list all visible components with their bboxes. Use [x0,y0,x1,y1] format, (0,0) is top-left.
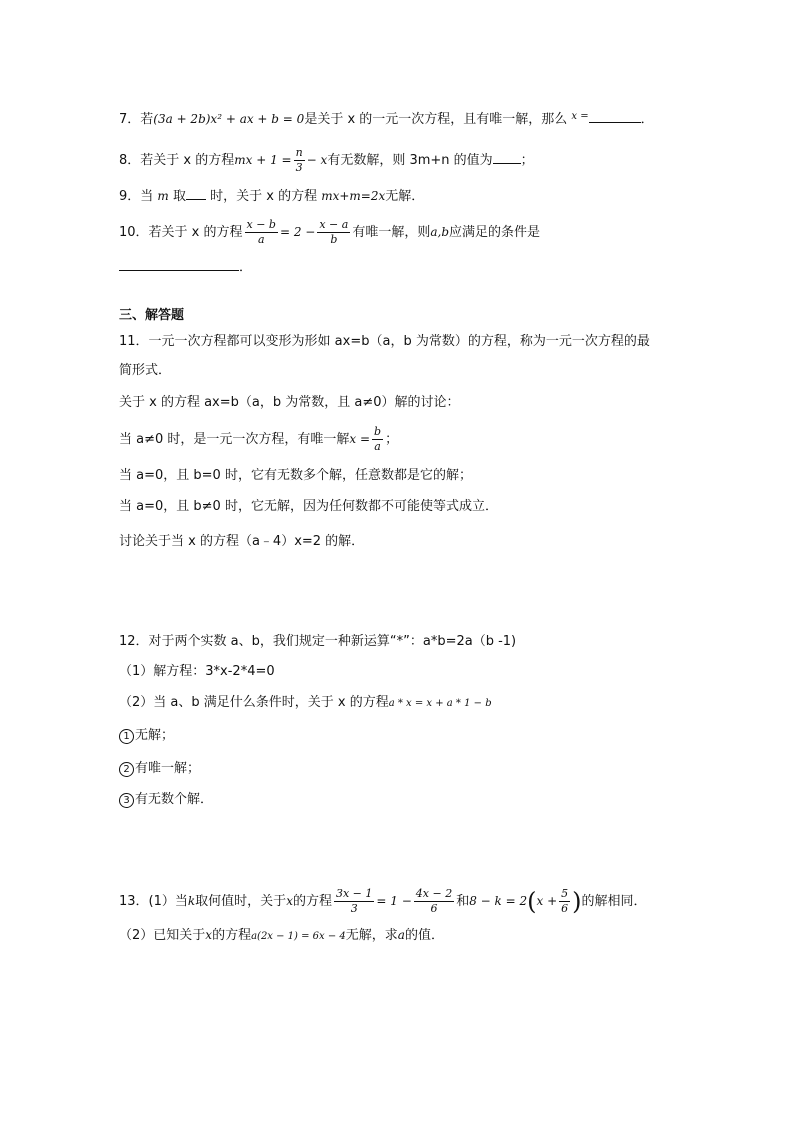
q11-line-4 [119,425,398,454]
q10-fraction-1 [245,218,278,247]
q8-frac-den: 3 [295,161,303,174]
q12-item-3-text: 有无数个解． [135,792,214,807]
q10-text2: 应满足的条件是 [449,225,541,240]
question-10 [119,218,540,247]
q10-frac2-den: b [330,233,338,246]
q13-frac1-den: 3 [350,902,358,915]
q12-equation: a * x = x + a * 1 − b [388,698,492,709]
question-7 [119,107,654,130]
q13-line2-end: 的值． [404,928,444,943]
q9-equation: mx+m=2x [321,189,386,203]
q13-k: k [187,894,196,908]
q9-end: 无解． [385,189,425,204]
q13-mid1: = 1 − [376,894,412,908]
q11-line4-text: 当 a≠0 时，是一元一次方程，有唯一解 [119,432,350,447]
q13-line2-x: x [205,928,213,942]
section-title: 三、解答题 [119,308,185,323]
q11-line-2: 简形式． [119,363,172,378]
q9-mid1: 取 [172,189,186,204]
q8-end: ； [520,153,534,168]
q13-line2-a-var: a [397,928,405,942]
question-10-answer-line [119,258,252,278]
q11-solution-fraction [372,425,383,454]
question-8 [119,146,534,175]
q13-eq2: 8 − k = 2 [469,894,528,908]
q8-rhs: − x [306,153,328,167]
q7-variable: x = [571,111,589,122]
q11-line-6: 当 a=0，且 b≠0 时，它无解，因为任何数都不可能使等式成立． [119,499,498,514]
q13-inner: x + [536,894,558,908]
circled-number-1: 1 [119,729,134,744]
q13-line2-equation: a(2x − 1) = 6x − 4 [251,931,346,942]
q13-frac2-den: 6 [430,902,438,915]
q12-item-2-text: 有唯一解； [135,761,201,776]
q7-prefix: 7．若 [119,112,154,127]
q12-item-1-text: 无解； [135,728,175,743]
q10-frac1-den: a [257,233,265,246]
q13-frac1-num: 3x − 1 [335,887,373,900]
q10-frac1-num: x − b [246,218,276,231]
q10-text1: 有唯一解，则 [352,225,431,240]
q12-item-3 [119,790,213,810]
q7-text: 是关于 x 的一元一次方程，且有唯一解，那么 [304,112,568,127]
q11-line-5: 当 a=0，且 b=0 时，它有无数多个解，任意数都是它的解； [119,468,472,483]
q13-line2-a: （2）已知关于 [119,928,206,943]
q11-line-7: 讨论关于当 x 的方程（a﹣4）x=2 的解． [119,534,365,549]
q13-fraction-2 [414,887,454,916]
q8-frac-num: n [295,146,303,159]
q13-frac3-num: 5 [561,887,569,900]
q12-line3-text: （2）当 a、b 满足什么条件时，关于 x 的方程 [119,695,389,710]
q8-lhs: mx + 1 = [234,153,292,167]
q13-x: x [286,894,293,908]
q13-frac3-den: 6 [561,902,569,915]
q10-fraction-2 [317,218,350,247]
q12-item-2 [119,759,200,779]
q9-answer-blank[interactable] [186,187,206,200]
q12-line-3 [119,693,492,714]
q11-line-3: 关于 x 的方程 ax=b（a，b 为常数，且 a≠0）解的讨论： [119,395,460,410]
q13-line2-c: 无解，求 [345,928,398,943]
q13-p2: 取何值时，关于 [195,894,287,909]
q11-line4-end: ； [385,432,399,447]
q7-end: ． [640,112,654,127]
q10-answer-blank[interactable] [119,258,239,271]
q10-frac2-num: x − a [319,218,349,231]
q11-line-1: 11．一元一次方程都可以变形为形如 ax=b（a，b 为常数）的方程，称为一元一次方程的最 [119,334,650,349]
q10-prefix: 10．若关于 x 的方程 [119,225,243,240]
question-9 [119,186,424,207]
q13-line-1 [119,887,647,916]
q8-text: 有无数解，则 3m+n 的值为 [327,153,493,168]
q12-line-1: 12．对于两个实数 a、b，我们规定一种新运算“*”：a*b=2a（b -1) [119,634,517,649]
q13-fraction-1 [334,887,374,916]
q13-end: 的解相同． [581,894,647,909]
q10-mid: = 2 − [279,225,316,239]
q13-line-2 [119,925,444,947]
q9-prefix: 9．当 [119,189,154,204]
q13-frac2-num: 4x − 2 [415,887,453,900]
q10-end: ． [239,260,253,275]
q7-expression: (3a + 2b)x² + ax + b = 0 [153,112,305,126]
q8-prefix: 8．若关于 x 的方程 [119,153,235,168]
q13-line2-b: 的方程 [212,928,252,943]
q13-p3: 的方程 [292,894,332,909]
q13-and: 和 [456,894,470,909]
q11-line4-x: x = [349,432,371,446]
q9-m: m [157,189,169,203]
circled-number-3: 3 [119,793,134,808]
left-paren: ( [527,887,537,916]
right-paren: ) [572,887,582,916]
q11-frac-num: b [374,425,382,438]
q8-fraction [294,146,305,175]
q12-line-2: （1）解方程：3*x-2*4=0 [119,664,275,679]
q12-item-1 [119,726,174,746]
q11-frac-den: a [374,440,381,453]
q10-ab: a,b [430,225,450,239]
q9-mid2: 时，关于 x 的方程 [210,189,318,204]
circled-number-2: 2 [119,762,134,777]
q8-answer-blank[interactable] [493,151,521,164]
q13-fraction-3 [559,887,570,916]
q7-answer-blank[interactable] [589,110,641,123]
q13-p1: 13．(1）当 [119,894,188,909]
